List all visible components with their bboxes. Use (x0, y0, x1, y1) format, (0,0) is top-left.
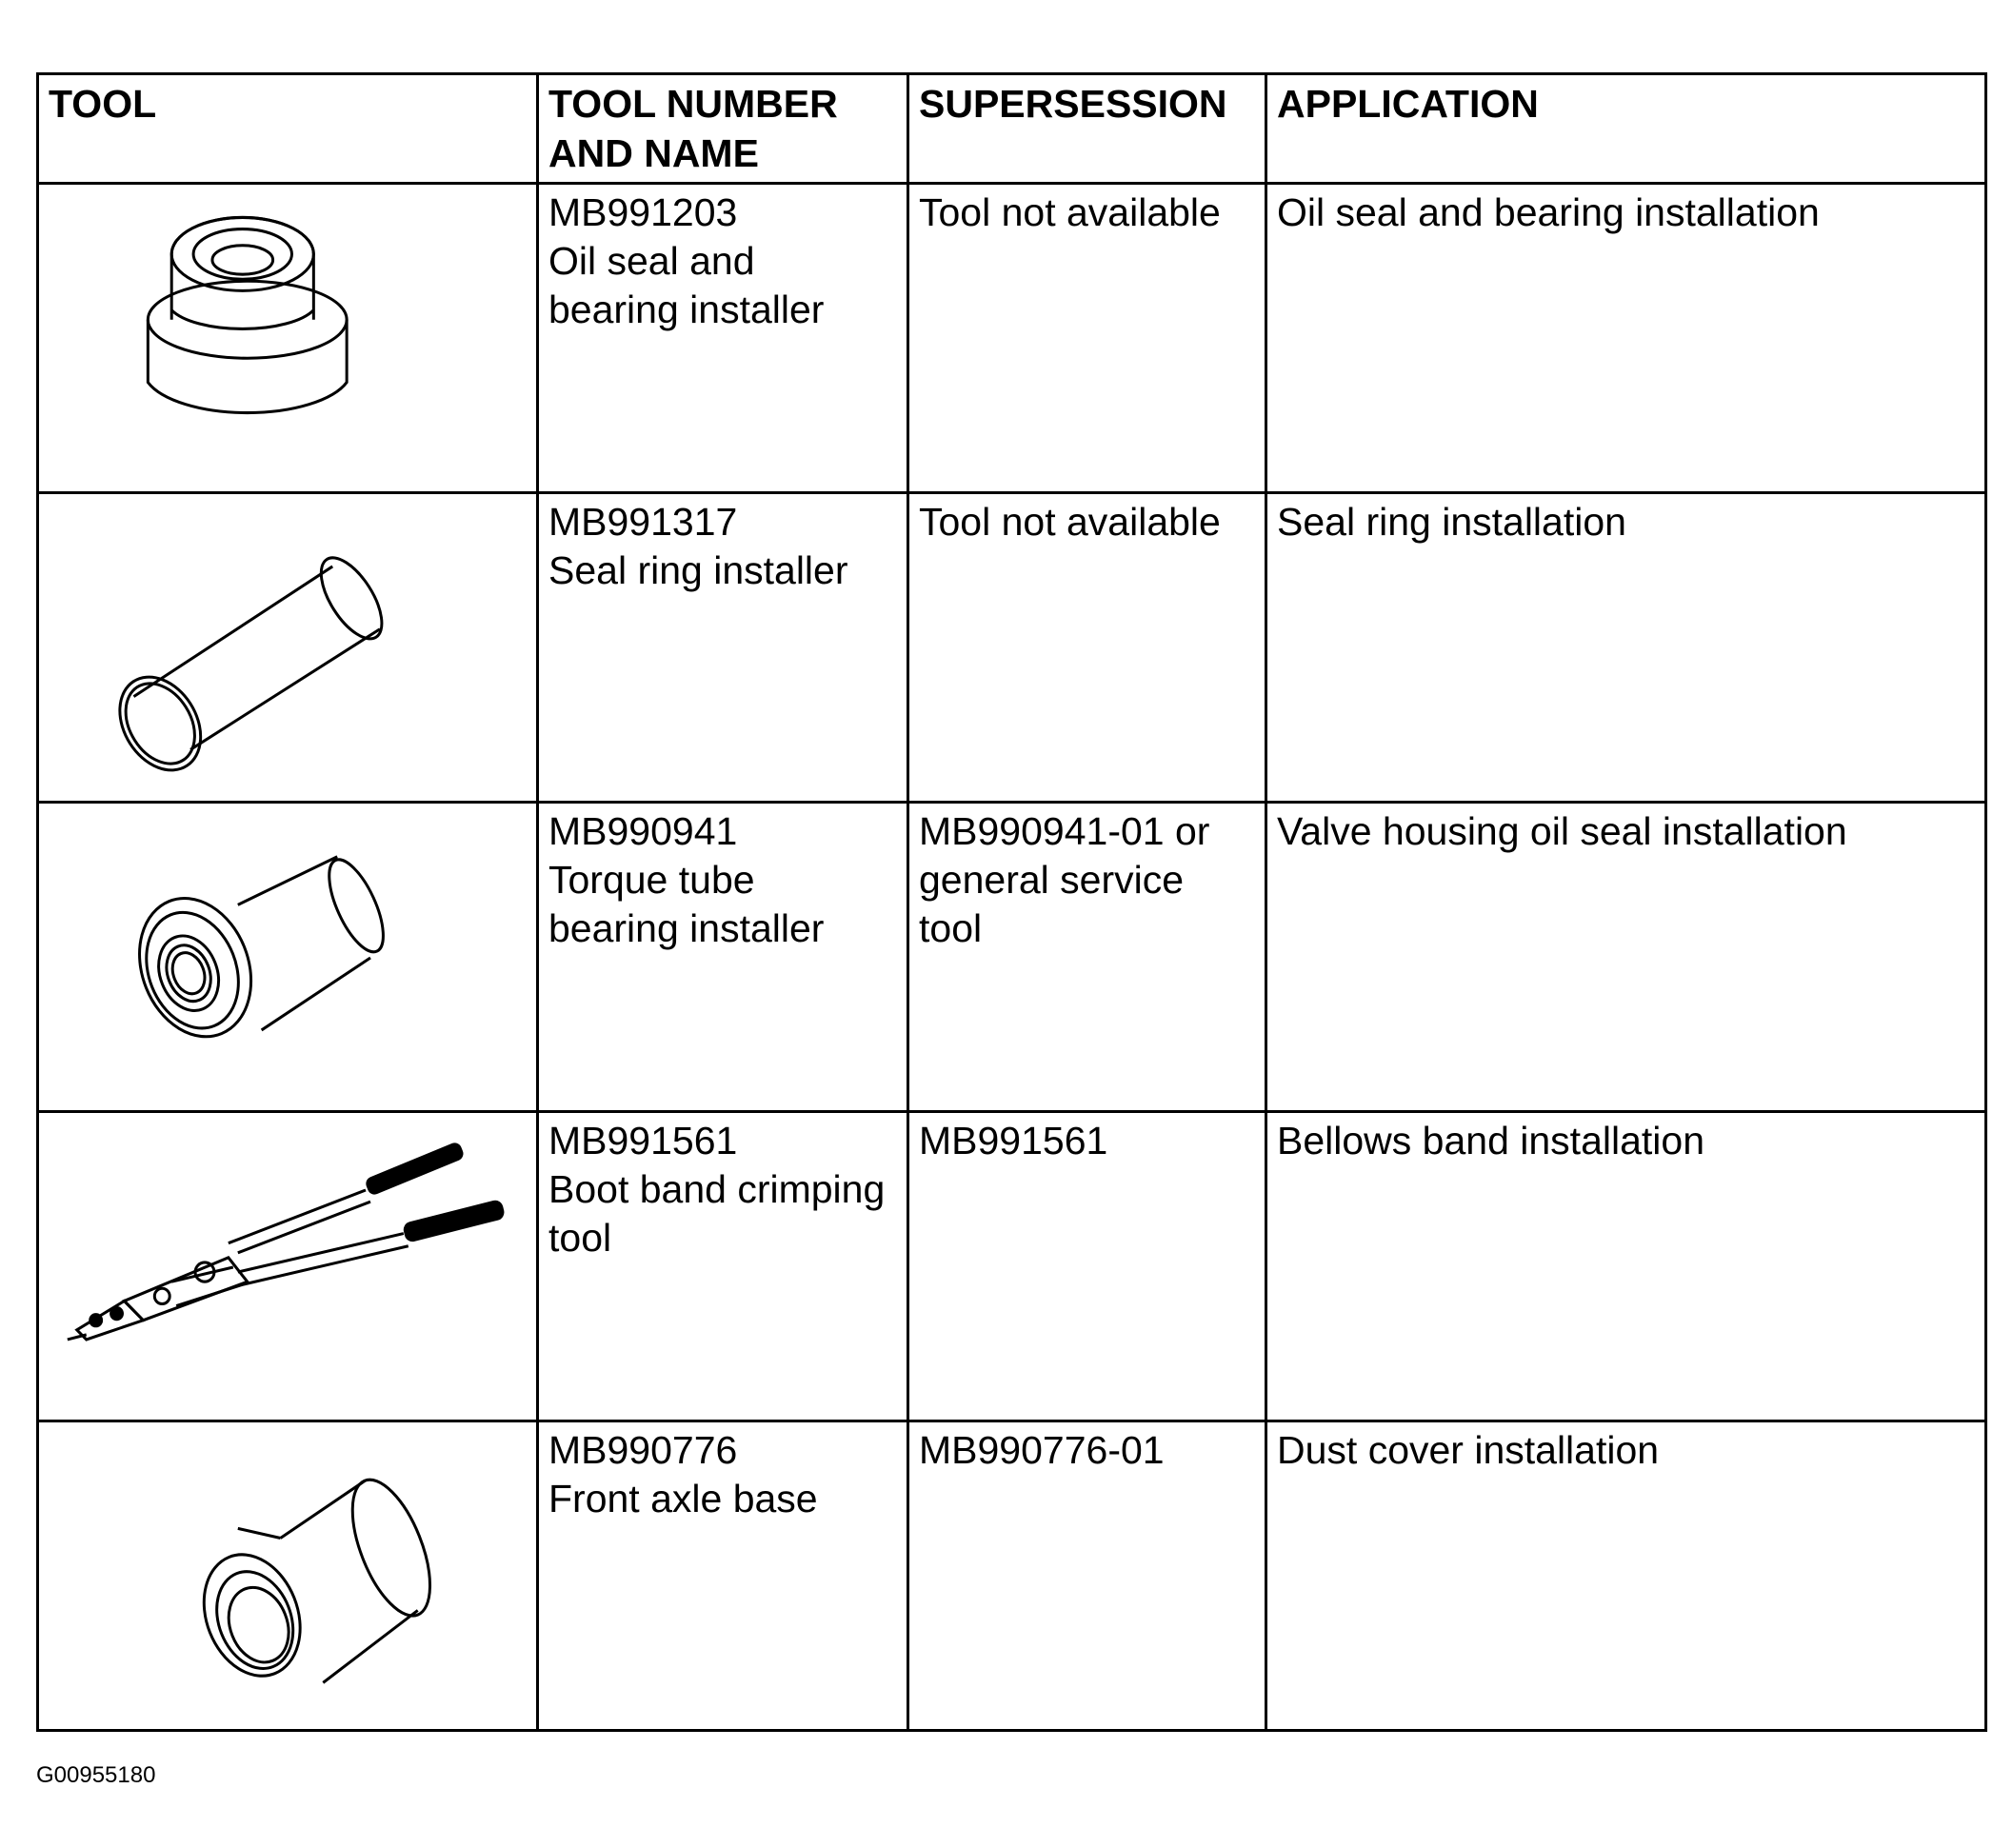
tool-number: MB991203 (548, 190, 738, 234)
table-row (38, 184, 1986, 493)
header-tool-number-and-name: TOOL NUMBER AND NAME (538, 74, 908, 184)
oil-seal-bearing-installer-icon (39, 185, 536, 491)
tool-name: Torque tube (548, 858, 755, 902)
tool-number: MB990941 (548, 809, 738, 853)
boot-band-crimping-tool-icon (39, 1113, 536, 1420)
tool-name: Front axle base (548, 1477, 818, 1520)
tool-number-name-cell (538, 1112, 908, 1421)
supersession-cell: MB990776-01 (908, 1421, 1266, 1731)
table-row (38, 493, 1986, 803)
header-tool: TOOL (38, 74, 538, 184)
tool-number-name-cell (538, 1421, 908, 1731)
front-axle-base-icon (39, 1422, 536, 1729)
table-header-row (38, 74, 1986, 184)
tool-name: Oil seal and (548, 239, 755, 283)
seal-ring-installer-icon (39, 494, 536, 801)
tool-number-name-cell (538, 803, 908, 1112)
tool-image-cell (38, 1421, 538, 1731)
tool-image-cell (38, 184, 538, 493)
torque-tube-bearing-installer-icon (39, 804, 536, 1110)
application-cell: Bellows band installation (1266, 1112, 1986, 1421)
tool-number-name-cell (538, 493, 908, 803)
supersession-cell: Tool not available (908, 184, 1266, 493)
tool-name: bearing installer (548, 288, 825, 331)
header-supersession: SUPERSESSION (908, 74, 1266, 184)
figure-id: G00955180 (36, 1762, 156, 1788)
special-tools-table (36, 72, 1987, 1732)
tool-number: MB990776 (548, 1428, 738, 1472)
application-cell: Valve housing oil seal installation (1266, 803, 1986, 1112)
tool-number: MB991561 (548, 1119, 738, 1162)
header-application: APPLICATION (1266, 74, 1986, 184)
supersession-cell: Tool not available (908, 493, 1266, 803)
tool-name: bearing installer (548, 906, 825, 950)
tool-image-cell (38, 1112, 538, 1421)
application-cell: Oil seal and bearing installation (1266, 184, 1986, 493)
tool-name: Seal ring installer (548, 548, 848, 592)
supersession-cell: MB990941-01 or general service tool (908, 803, 1266, 1112)
tool-number-name-cell (538, 184, 908, 493)
tool-number: MB991317 (548, 500, 738, 544)
table-row (38, 1112, 1986, 1421)
supersession-cell: MB991561 (908, 1112, 1266, 1421)
table-row (38, 803, 1986, 1112)
tool-image-cell (38, 803, 538, 1112)
table-row (38, 1421, 1986, 1731)
tool-image-cell (38, 493, 538, 803)
application-cell: Seal ring installation (1266, 493, 1986, 803)
tool-name: tool (548, 1216, 612, 1260)
tool-name: Boot band crimping (548, 1167, 886, 1211)
application-cell: Dust cover installation (1266, 1421, 1986, 1731)
